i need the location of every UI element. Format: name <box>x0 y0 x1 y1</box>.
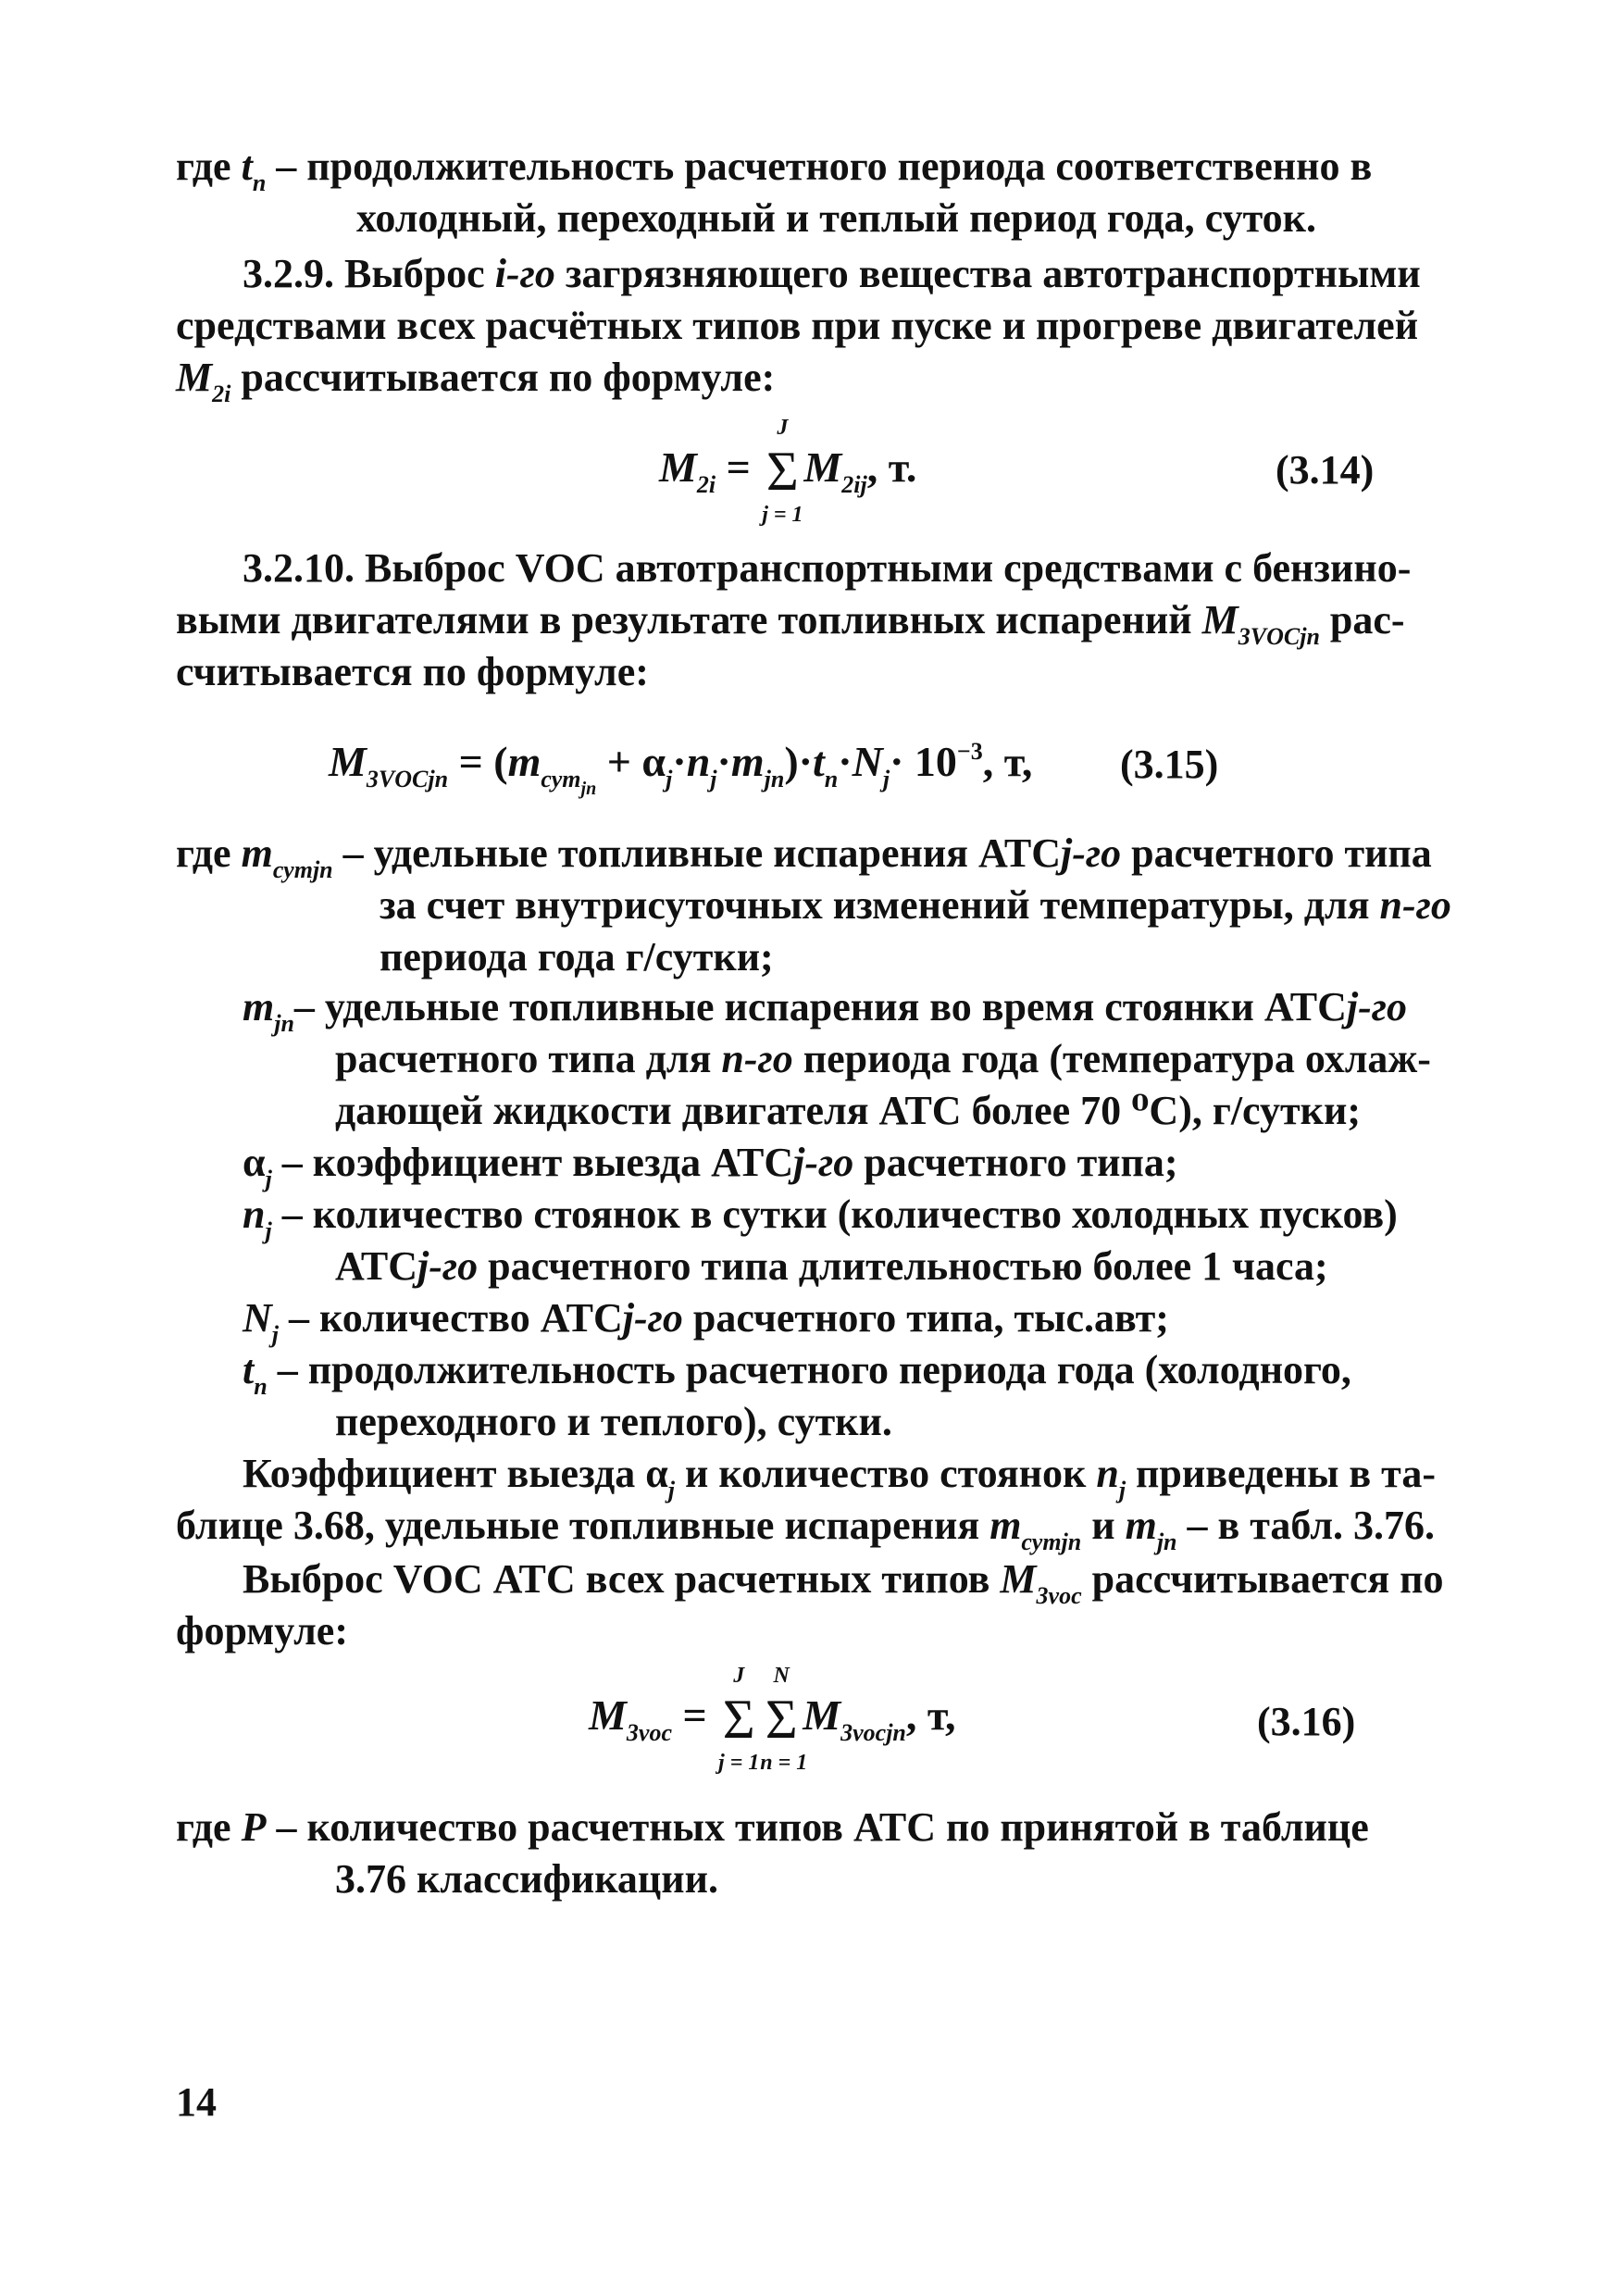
f316-lhs: M <box>589 1691 627 1739</box>
para2-M-sub: 2i <box>212 381 231 407</box>
f316-sum2 <box>760 1663 808 1775</box>
def4-line2-pre: АТС <box>335 1243 418 1289</box>
f315-m1-subsub: jn <box>580 779 597 799</box>
def1-it: j-го <box>1061 830 1122 876</box>
f314-lhs: M <box>659 443 697 491</box>
para6-line2-text: 3.76 классификации. <box>335 1856 718 1902</box>
formula-3-14 <box>659 415 917 527</box>
para6-line1 <box>176 1802 1369 1853</box>
def6-line2-text: переходного и теплого), сутки. <box>335 1399 892 1444</box>
sigma-icon: Σ <box>722 1688 755 1750</box>
f315-t-sub: n <box>824 766 839 792</box>
para3-line2-post: рас- <box>1329 597 1405 643</box>
para3-line3-text: считывается по формуле: <box>176 649 649 694</box>
f315-lhs: M <box>329 738 367 785</box>
formula-3-16 <box>589 1663 956 1775</box>
para4-alpha: α <box>645 1451 668 1496</box>
para2-post: загрязняющего вещества автотранспортными <box>565 251 1421 296</box>
def5-it: j-го <box>622 1295 683 1341</box>
f315-N: N <box>852 738 883 785</box>
para4-n: n <box>1096 1451 1119 1496</box>
para5-line1 <box>243 1554 1444 1622</box>
para4-post: приведены в та- <box>1136 1451 1436 1496</box>
f316-sum2-top: N <box>773 1663 790 1688</box>
f315-m2: m <box>730 738 765 785</box>
def2-text: – удельные топливные испарения во время стоянки АТС <box>293 984 1347 1029</box>
f316-sum1-top: J <box>733 1663 745 1688</box>
def2-line3-text: дающей жидкости двигателя АТС более 70 ⁰С), г/сутки; <box>335 1088 1361 1133</box>
para3-M-sub: 3VOCjn <box>1238 623 1320 650</box>
f315-plus: + <box>606 738 631 785</box>
para6-post: – количество расчетных типов АТС по принятой в таблице <box>276 1804 1369 1850</box>
f315-lhs-sub: 3VOCjn <box>366 766 449 792</box>
def3-sub: j <box>265 1166 272 1192</box>
def2-line3 <box>335 1085 1361 1137</box>
para5-line2-text: формуле: <box>176 1608 348 1653</box>
para6-line2 <box>335 1853 718 1905</box>
f315-exp: −3 <box>956 738 983 765</box>
para4-and: и <box>1091 1503 1115 1548</box>
para4-alpha-sub: j <box>667 1477 676 1504</box>
sigma-icon: Σ <box>765 440 799 502</box>
para2-line2 <box>176 300 1418 352</box>
f315-m1-sub: сут <box>541 766 581 792</box>
def1-var: m <box>241 830 273 876</box>
para5-M: M <box>1000 1556 1037 1602</box>
def4-sub: j <box>265 1217 272 1244</box>
f314-lhs-sub: 2i <box>696 471 716 498</box>
def1-line2-it: n-го <box>1379 882 1451 928</box>
f315-m1: m <box>507 738 541 785</box>
def5-var: N <box>243 1295 272 1341</box>
f315-eq: = ( <box>458 738 508 785</box>
f314-sum <box>761 415 803 527</box>
f314-sum-top: J <box>777 415 789 440</box>
para2-line1 <box>243 248 1421 300</box>
def2-var: m <box>243 984 275 1029</box>
para5-pre: Выброс VOC АТС всех расчетных типов <box>243 1556 990 1602</box>
para2-line3 <box>176 352 775 420</box>
f314-term-sub: 2ij <box>841 471 867 498</box>
para2-var: i-го <box>494 251 555 296</box>
def1-line3 <box>380 931 774 983</box>
para4-m-sub: сутjn <box>1021 1529 1082 1555</box>
f315-n: n <box>686 738 711 785</box>
def1-sub: сутjn <box>272 856 333 883</box>
para4-line2-post: – в табл. 3.76. <box>1187 1503 1436 1548</box>
f315-dot4: · 10 <box>890 738 957 785</box>
para4-mid: и количество стоянок <box>685 1451 1087 1496</box>
def2-sub: jn <box>274 1010 294 1037</box>
def3-pre: – коэффициент выезда АТС <box>281 1140 794 1185</box>
para1-line2-text: холодный, переходный и теплый период года, суток. <box>356 195 1316 241</box>
para4-m2: m <box>1125 1503 1157 1548</box>
f314-unit: , т. <box>866 443 917 491</box>
f316-sum2-bot: n = 1 <box>760 1750 808 1775</box>
def1-line2 <box>380 880 1451 931</box>
para6-pre: где <box>176 1804 231 1850</box>
para5-line2 <box>176 1605 348 1657</box>
def4-line2-it: j-го <box>417 1243 479 1289</box>
def5-post: расчетного типа, тыс.авт; <box>692 1295 1169 1341</box>
def4-line2 <box>335 1241 1328 1292</box>
para3-line3 <box>176 646 649 698</box>
var-t: t <box>241 144 253 189</box>
f316-term: M <box>803 1691 841 1739</box>
def1-post: расчетного типа <box>1131 830 1432 876</box>
defs-where: где <box>176 830 231 876</box>
f315-close: )· <box>784 738 813 785</box>
para1-line2 <box>356 193 1316 244</box>
f316-sum1-bot: j = 1 <box>718 1750 760 1775</box>
def3-post: расчетного типа; <box>864 1140 1178 1185</box>
para1-text: – продолжительность расчетного периода соответственно в <box>276 144 1373 189</box>
f315-N-sub: j <box>882 766 890 792</box>
para4-m2-sub: jn <box>1156 1529 1177 1555</box>
f315-alpha: α <box>641 738 666 785</box>
f315-dot2: · <box>716 738 731 785</box>
para2-pre: 3.2.9. Выброс <box>243 251 485 296</box>
def6-sub: n <box>254 1373 268 1400</box>
para4-line2-pre: блице 3.68, удельные топливные испарения <box>176 1503 980 1548</box>
f316-sum1 <box>717 1663 760 1775</box>
para3-M: M <box>1201 597 1238 643</box>
def2-line2-it: n-го <box>721 1036 793 1081</box>
def2-line2-post: периода года (температура охлаж- <box>803 1036 1431 1081</box>
sigma-icon: Σ <box>765 1688 798 1750</box>
def3-var: α <box>243 1140 266 1185</box>
eq-number-3-15: (3.15) <box>1120 742 1219 787</box>
def4-var: n <box>243 1192 266 1237</box>
para3-line1-text: 3.2.10. Выброс VOC автотранспортными средствами с бензино- <box>243 545 1412 591</box>
f314-sum-bot: j = 1 <box>762 502 803 527</box>
para2-line2-text: средствами всех расчётных типов при пуске и прогреве двигателей <box>176 303 1419 348</box>
formula-3-15 <box>329 737 1032 800</box>
f315-n-sub: j <box>710 766 717 792</box>
para2-M: M <box>176 355 213 400</box>
where-word: где <box>176 144 231 189</box>
para3-line2-pre: выми двигателями в результате топливных испарений <box>176 597 1192 643</box>
para3-line1 <box>243 543 1411 594</box>
def2-line2-pre: расчетного типа для <box>335 1036 712 1081</box>
def4-text: – количество стоянок в сутки (количество холодных пусков) <box>281 1192 1398 1237</box>
def5-sub: j <box>271 1321 280 1348</box>
var-t-sub: п <box>252 169 267 196</box>
def4-line2-post: расчетного типа длительностью более 1 часа; <box>488 1243 1328 1289</box>
f315-t: t <box>813 738 825 785</box>
para5-M-sub: 3voc <box>1036 1582 1082 1609</box>
para5-post: рассчитывается по <box>1091 1556 1444 1602</box>
para4-pre: Коэффициент выезда <box>243 1451 636 1496</box>
f314-eq: = <box>726 443 751 491</box>
def6-var: t <box>243 1347 255 1392</box>
f315-alpha-sub: j <box>666 766 673 792</box>
f316-lhs-sub: 3voc <box>626 1719 672 1746</box>
para4-m: m <box>989 1503 1022 1548</box>
f315-unit: , т, <box>982 738 1033 785</box>
def1-line3-text: периода года г/сутки; <box>380 934 774 980</box>
para4-n-sub: j <box>1118 1477 1126 1504</box>
f316-unit: , т, <box>905 1691 956 1739</box>
def3-it: j-го <box>793 1140 854 1185</box>
f314-term: M <box>803 443 842 491</box>
def6-text: – продолжительность расчетного периода года (холодного, <box>277 1347 1351 1392</box>
f315-m2-sub: jn <box>764 766 785 792</box>
f316-eq: = <box>682 1691 707 1739</box>
para6-P: P <box>241 1804 267 1850</box>
def1-text: – удельные топливные испарения АТС <box>342 830 1062 876</box>
f316-term-sub: 3vocjn <box>840 1719 906 1746</box>
page-number: 14 <box>176 2079 217 2125</box>
f315-dot1: · <box>672 738 687 785</box>
def6-line2 <box>335 1396 892 1448</box>
f315-dot3: · <box>838 738 853 785</box>
eq-number-3-14: (3.14) <box>1276 447 1375 493</box>
def5-pre: – количество АТС <box>289 1295 623 1341</box>
eq-number-3-16: (3.16) <box>1257 1699 1356 1744</box>
def2-line2 <box>335 1033 1431 1085</box>
def2-it: j-го <box>1346 984 1408 1029</box>
def1-line2-pre: за счет внутрисуточных изменений температуры, для <box>380 882 1370 928</box>
para2-line3-text: рассчитывается по формуле: <box>241 355 776 400</box>
